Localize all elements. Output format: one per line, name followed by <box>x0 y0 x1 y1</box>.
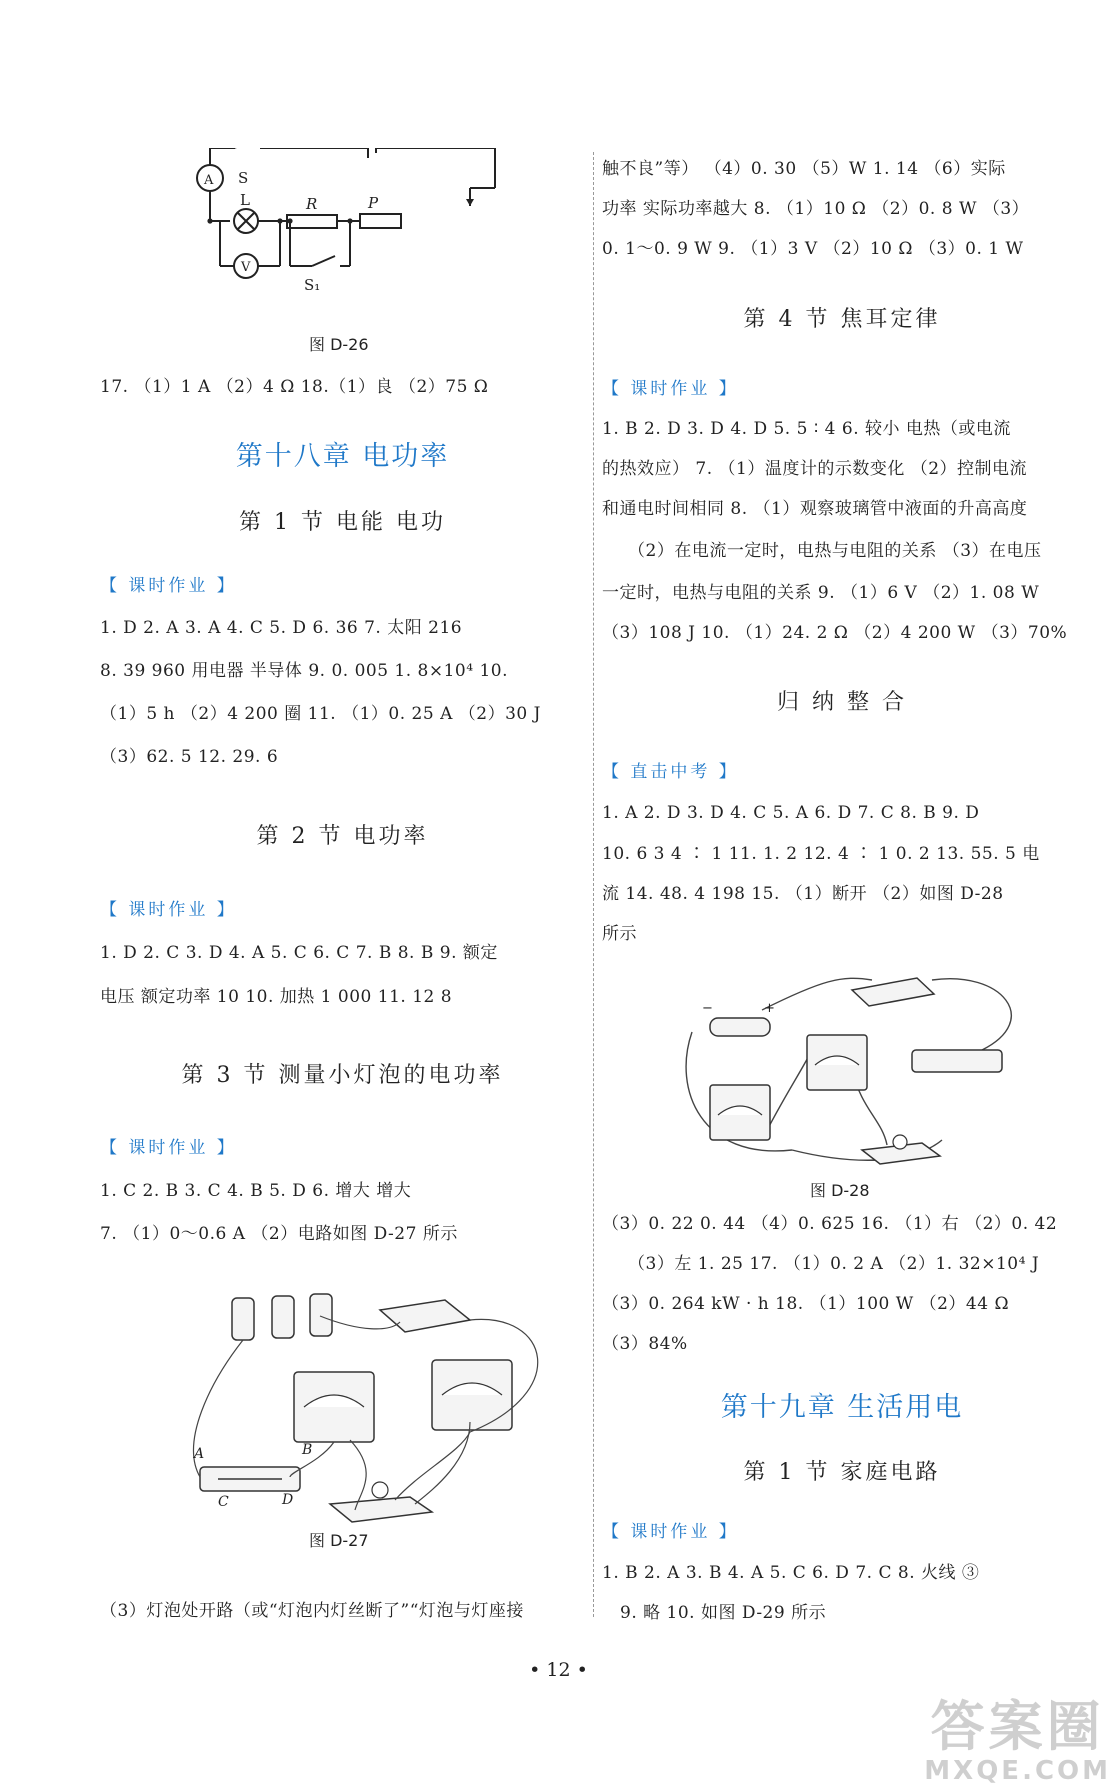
after-figure-line: （3）84% <box>602 1334 688 1354</box>
continuation-line: 功率 实际功率越大 8. （1）10 Ω （2）0. 8 W （3） <box>602 199 1030 219</box>
summary-line: 1. A 2. D 3. D 4. C 5. A 6. D 7. C 8. B 9. D <box>602 803 980 823</box>
chapter-18-title: 第十八章 电功率 <box>235 441 450 472</box>
label-terminal-c: C <box>218 1494 229 1510</box>
section-4-line: （2）在电流一定时，电热与电阻的关系 （3）在电压 <box>628 541 1042 561</box>
summary-line: 流 14. 48. 4 198 15. （1）断开 （2）如图 D-28 <box>602 884 1004 904</box>
section-1-tag: 【 课时作业 】 <box>100 576 237 596</box>
continuation-line: 触不良”等） （4）0. 30 （5）W 1. 14 （6）实际 <box>602 159 1006 179</box>
section-1-line: 1. D 2. A 3. A 4. C 5. D 6. 36 7. 太阳 216 <box>100 618 463 638</box>
figure-caption-d27: 图 D-27 <box>309 1531 369 1550</box>
section-3-line: 1. C 2. B 3. C 4. B 5. D 6. 增大 增大 <box>100 1181 412 1201</box>
section-1-line: （3）62. 5 12. 29. 6 <box>100 747 279 767</box>
label-a: A <box>204 173 214 188</box>
section-1-line: 8. 39 960 用电器 半导体 9. 0. 005 1. 8×10⁴ 10. <box>100 661 508 681</box>
label-r: R <box>306 195 318 213</box>
circuit-diagram-d26 <box>190 148 510 328</box>
section-2-line: 1. D 2. C 3. D 4. A 5. C 6. C 7. B 8. B 9. 额定 <box>100 943 498 963</box>
section-4-title: 第 4 节 焦耳定律 <box>743 307 941 332</box>
tail-line: （3）灯泡处开路（或“灯泡内灯丝断了”“灯泡与灯座接 <box>100 1601 524 1621</box>
label-terminal-d: D <box>282 1492 294 1508</box>
summary-line: 所示 <box>602 924 637 944</box>
summary-tag: 【 直击中考 】 <box>602 762 739 782</box>
continuation-line: 0. 1～0. 9 W 9. （1）3 V （2）10 Ω （3）0. 1 W <box>602 239 1024 259</box>
section-1-line: （1）5 h （2）4 200 圈 11. （1）0. 25 A （2）30 J <box>100 704 541 724</box>
after-figure-line: （3）0. 22 0. 44 （4）0. 625 16. （1）右 （2）0. 42 <box>602 1214 1058 1234</box>
label-terminal-a: A <box>194 1446 205 1462</box>
section-1-title: 第 1 节 电能 电功 <box>239 510 446 535</box>
watermark-text-bottom: MXQE.COM <box>924 1756 1111 1786</box>
svg-text:−: − <box>702 1001 713 1016</box>
label-l: L <box>240 191 250 209</box>
ch19-section-1-tag: 【 课时作业 】 <box>602 1522 739 1542</box>
label-v: V <box>241 260 251 275</box>
section-4-line: 的热效应） 7. （1）温度计的示数变化 （2）控制电流 <box>602 459 1028 479</box>
after-figure-line: （3）0. 264 kW · h 18. （1）100 W （2）44 Ω <box>602 1294 1010 1314</box>
section-2-title: 第 2 节 电功率 <box>256 824 429 849</box>
watermark-text-top: 答案圈 <box>930 1695 1105 1758</box>
summary-title: 归 纳 整 合 <box>777 690 907 715</box>
apparatus-illustration-d27 <box>170 1272 610 1534</box>
figure-caption-d28: 图 D-28 <box>810 1181 870 1200</box>
summary-line: 10. 6 3 4 ∶ 1 11. 1. 2 12. 4 ∶ 1 0. 2 13. 55. 5 电 <box>602 844 1040 864</box>
section-3-tag: 【 课时作业 】 <box>100 1138 237 1158</box>
section-4-line: 一定时，电热与电阻的关系 9. （1）6 V （2）1. 08 W <box>602 583 1040 603</box>
apparatus-illustration-d28 <box>682 960 1042 1172</box>
label-p: P <box>368 194 379 212</box>
section-4-tag: 【 课时作业 】 <box>602 379 739 399</box>
section-4-line: （3）108 J 10. （1）24. 2 Ω （2）4 200 W （3）70% <box>602 623 1068 643</box>
answer-line-17: 17. （1）1 A （2）4 Ω 18.（1）良 （2）75 Ω <box>100 377 489 397</box>
section-2-tag: 【 课时作业 】 <box>100 900 237 920</box>
after-figure-line: （3）左 1. 25 17. （1）0. 2 A （2）1. 32×10⁴ J <box>628 1254 1040 1274</box>
label-s1: S₁ <box>304 276 321 294</box>
watermark-logo <box>924 1695 1111 1786</box>
chapter-19-title: 第十九章 生活用电 <box>720 1392 964 1423</box>
ch19-line: 9. 略 10. 如图 D-29 所示 <box>620 1603 827 1623</box>
section-3-line: 7. （1）0～0.6 A （2）电路如图 D-27 所示 <box>100 1224 458 1244</box>
section-2-line: 电压 额定功率 10 10. 加热 1 000 11. 12 8 <box>100 987 453 1007</box>
svg-text:+: + <box>764 1001 775 1016</box>
section-4-line: 1. B 2. D 3. D 4. D 5. 5 ∶ 4 6. 较小 电热（或电流 <box>602 419 1011 439</box>
label-s: S <box>238 169 249 187</box>
section-3-title: 第 3 节 测量小灯泡的电功率 <box>181 1063 504 1088</box>
section-4-line: 和通电时间相同 8. （1）观察玻璃管中液面的升高高度 <box>602 499 1028 519</box>
figure-caption-d26: 图 D-26 <box>309 335 369 354</box>
page-number: • 12 • <box>529 1659 588 1681</box>
ch19-section-1-title: 第 1 节 家庭电路 <box>743 1460 941 1485</box>
ch19-line: 1. B 2. A 3. B 4. A 5. C 6. D 7. C 8. 火线 ③ <box>602 1563 980 1583</box>
label-terminal-b: B <box>302 1442 313 1458</box>
